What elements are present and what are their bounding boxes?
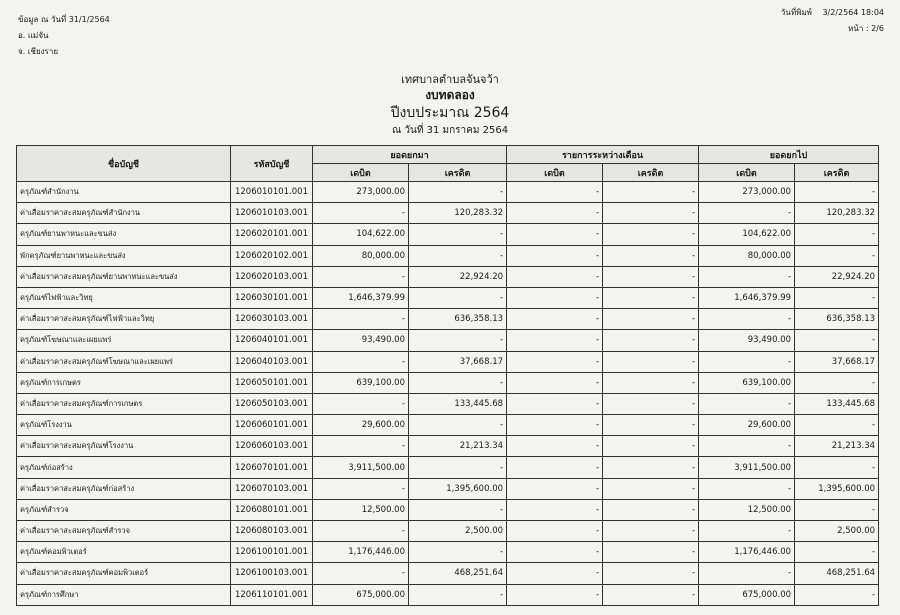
account-name-header: ชื่อบัญชี [17,146,231,182]
table-row [17,436,879,457]
province: จ. เชียงราย [18,47,59,56]
table-row [17,499,879,520]
report-title: งบทดลอง [425,88,475,102]
carried-debit-cell: - [699,203,795,224]
brought-credit-cell: - [409,542,507,563]
carried-debit-cell: 12,500.00 [699,499,795,520]
table-row [17,203,879,224]
carried-credit-cell: 22,924.20 [795,266,879,287]
account-code-cell: 1206050101.001 [231,372,313,393]
month-credit-cell: - [603,266,699,287]
month-credit-cell: - [603,182,699,203]
table-header-row-1 [17,146,879,164]
month-debit-cell: - [507,203,603,224]
brought-debit-cell: - [313,393,409,414]
account-name-cell: ครุภัณฑ์การเกษตร [17,372,231,393]
month-credit-cell: - [603,309,699,330]
month-debit-cell: - [507,521,603,542]
table-row [17,542,879,563]
credit-header: เครดิต [795,164,879,182]
month-credit-cell: - [603,372,699,393]
account-name-cell: ครุภัณฑ์ไฟฟ้าและวิทยุ [17,287,231,308]
account-code-cell: 1206010101.001 [231,182,313,203]
account-code-cell: 1206040103.001 [231,351,313,372]
account-name-cell: ค่าเสื่อมราคาสะสมครุภัณฑ์การเกษตร [17,393,231,414]
account-name-cell: ค่าเสื่อมราคาสะสมครุภัณฑ์ก่อสร้าง [17,478,231,499]
brought-credit-cell: 636,358.13 [409,309,507,330]
month-debit-cell: - [507,393,603,414]
brought-credit-cell: 1,395,600.00 [409,478,507,499]
table-row [17,415,879,436]
account-name-cell: ค่าเสื่อมราคาสะสมครุภัณฑ์คอมพิวเตอร์ [17,563,231,584]
brought-credit-cell: 2,500.00 [409,521,507,542]
account-name-cell: ครุภัณฑ์สำนักงาน [17,182,231,203]
month-debit-cell: - [507,351,603,372]
carried-debit-cell: - [699,309,795,330]
month-debit-cell: - [507,478,603,499]
brought-forward-header: ยอดยกมา [313,146,507,164]
brought-credit-cell: 21,213.34 [409,436,507,457]
brought-debit-cell: 93,490.00 [313,330,409,351]
account-code-cell: 1206010103.001 [231,203,313,224]
brought-debit-cell: 1,646,379.99 [313,287,409,308]
account-code-cell: 1206020103.001 [231,266,313,287]
brought-credit-cell: 133,445.68 [409,393,507,414]
brought-debit-cell: 639,100.00 [313,372,409,393]
carried-credit-cell: - [795,245,879,266]
carried-credit-cell: - [795,182,879,203]
table-row [17,393,879,414]
month-debit-cell: - [507,415,603,436]
table-row [17,521,879,542]
brought-credit-cell: - [409,287,507,308]
table-row [17,457,879,478]
brought-credit-cell: 120,283.32 [409,203,507,224]
brought-credit-cell: - [409,584,507,605]
account-code-header: รหัสบัญชี [231,146,313,182]
carried-debit-cell: 93,490.00 [699,330,795,351]
carried-credit-cell: 37,668.17 [795,351,879,372]
brought-credit-cell: - [409,499,507,520]
account-code-cell: 1206040101.001 [231,330,313,351]
brought-debit-cell: 29,600.00 [313,415,409,436]
carried-credit-cell: - [795,372,879,393]
carried-debit-cell: 1,176,446.00 [699,542,795,563]
month-debit-cell: - [507,584,603,605]
brought-debit-cell: 80,000.00 [313,245,409,266]
account-code-cell: 1206060103.001 [231,436,313,457]
carried-debit-cell: - [699,563,795,584]
table-row [17,287,879,308]
brought-credit-cell: - [409,245,507,266]
brought-credit-cell: - [409,224,507,245]
carried-credit-cell: - [795,457,879,478]
carried-debit-cell: 80,000.00 [699,245,795,266]
month-debit-cell: - [507,372,603,393]
table-row [17,584,879,605]
month-credit-cell: - [603,393,699,414]
carried-credit-cell: - [795,287,879,308]
brought-debit-cell: - [313,563,409,584]
brought-debit-cell: 104,622.00 [313,224,409,245]
brought-debit-cell: 3,911,500.00 [313,457,409,478]
month-debit-cell: - [507,224,603,245]
month-debit-cell: - [507,457,603,478]
debit-header: เดบิต [507,164,603,182]
account-code-cell: 1206020102.001 [231,245,313,266]
carried-credit-cell: 120,283.32 [795,203,879,224]
brought-debit-cell: 1,176,446.00 [313,542,409,563]
carried-forward-header: ยอดยกไป [699,146,879,164]
month-credit-cell: - [603,245,699,266]
brought-credit-cell: 22,924.20 [409,266,507,287]
account-name-cell: ค่าเสื่อมราคาสะสมครุภัณฑ์ยานพาหนะและขนส่ง [17,266,231,287]
organization-name: เทศบาลตำบลจันจว้า [401,73,499,86]
table-row [17,182,879,203]
account-name-cell: ค่าเสื่อมราคาสะสมครุภัณฑ์สำรวจ [17,521,231,542]
table-row [17,224,879,245]
month-credit-cell: - [603,499,699,520]
month-credit-cell: - [603,542,699,563]
carried-credit-cell: 133,445.68 [795,393,879,414]
carried-credit-cell: 21,213.34 [795,436,879,457]
table-row [17,372,879,393]
debit-header: เดบิต [699,164,795,182]
month-credit-cell: - [603,287,699,308]
carried-credit-cell: - [795,499,879,520]
credit-header: เครดิต [409,164,507,182]
month-credit-cell: - [603,330,699,351]
table-row [17,351,879,372]
month-credit-cell: - [603,563,699,584]
carried-debit-cell: - [699,351,795,372]
month-credit-cell: - [603,521,699,542]
brought-debit-cell: 273,000.00 [313,182,409,203]
account-code-cell: 1206080101.001 [231,499,313,520]
month-debit-cell: - [507,499,603,520]
carried-credit-cell: 2,500.00 [795,521,879,542]
brought-credit-cell: - [409,415,507,436]
account-name-cell: ครุภัณฑ์ก่อสร้าง [17,457,231,478]
credit-header: เครดิต [603,164,699,182]
account-name-cell: พักครุภัณฑ์ยานพาหนะและขนส่ง [17,245,231,266]
brought-debit-cell: - [313,266,409,287]
month-credit-cell: - [603,224,699,245]
brought-debit-cell: - [313,478,409,499]
account-code-cell: 1206030101.001 [231,287,313,308]
carried-credit-cell: 636,358.13 [795,309,879,330]
month-debit-cell: - [507,542,603,563]
account-name-cell: ครุภัณฑ์โฆษณาและเผยแพร่ [17,330,231,351]
account-code-cell: 1206070101.001 [231,457,313,478]
account-name-cell: ครุภัณฑ์การศึกษา [17,584,231,605]
carried-credit-cell: - [795,542,879,563]
month-debit-cell: - [507,436,603,457]
carried-credit-cell: - [795,224,879,245]
account-code-cell: 1206020101.001 [231,224,313,245]
table-row [17,245,879,266]
report-meta-right [781,8,884,34]
report-meta-left [18,15,110,57]
carried-credit-cell: - [795,415,879,436]
table-row [17,266,879,287]
brought-debit-cell: - [313,521,409,542]
table-row [17,478,879,499]
month-debit-cell: - [507,266,603,287]
debit-header: เดบิต [313,164,409,182]
data-as-of: ข้อมูล ณ วันที่ 31/1/2564 [18,15,110,24]
account-code-cell: 1206080103.001 [231,521,313,542]
brought-credit-cell: 37,668.17 [409,351,507,372]
fiscal-year: ปีงบประมาณ 2564 [390,105,510,121]
month-debit-cell: - [507,330,603,351]
month-debit-cell: - [507,287,603,308]
month-credit-cell: - [603,584,699,605]
carried-credit-cell: 1,395,600.00 [795,478,879,499]
account-name-cell: ครุภัณฑ์คอมพิวเตอร์ [17,542,231,563]
account-code-cell: 1206110101.001 [231,584,313,605]
carried-debit-cell: 104,622.00 [699,224,795,245]
brought-credit-cell: - [409,182,507,203]
printed-date-value: 3/2/2564 18:04 [822,8,884,17]
month-debit-cell: - [507,245,603,266]
table-row [17,563,879,584]
table-row [17,330,879,351]
carried-debit-cell: 273,000.00 [699,182,795,203]
brought-debit-cell: - [313,351,409,372]
account-name-cell: ค่าเสื่อมราคาสะสมครุภัณฑ์โรงงาน [17,436,231,457]
account-name-cell: ค่าเสื่อมราคาสะสมครุภัณฑ์โฆษณาและเผยแพร่ [17,351,231,372]
account-name-cell: ค่าเสื่อมราคาสะสมครุภัณฑ์ไฟฟ้าและวิทยุ [17,309,231,330]
as-of-date: ณ วันที่ 31 มกราคม 2564 [391,125,509,136]
month-credit-cell: - [603,203,699,224]
brought-debit-cell: - [313,436,409,457]
table-row [17,309,879,330]
brought-credit-cell: - [409,372,507,393]
month-credit-cell: - [603,436,699,457]
brought-debit-cell: 12,500.00 [313,499,409,520]
district: อ. แม่จัน [18,31,49,40]
carried-debit-cell: 639,100.00 [699,372,795,393]
carried-credit-cell: 468,251.64 [795,563,879,584]
account-code-cell: 1206050103.001 [231,393,313,414]
printed-date-label: วันที่พิมพ์ [780,8,812,17]
month-debit-cell: - [507,182,603,203]
account-code-cell: 1206100103.001 [231,563,313,584]
brought-credit-cell: - [409,457,507,478]
account-code-cell: 1206070103.001 [231,478,313,499]
carried-debit-cell: - [699,521,795,542]
account-name-cell: ครุภัณฑ์ยานพาหนะและขนส่ง [17,224,231,245]
carried-debit-cell: 3,911,500.00 [699,457,795,478]
page-number: หน้า : 2/6 [848,24,884,33]
brought-debit-cell: - [313,309,409,330]
month-credit-cell: - [603,457,699,478]
brought-credit-cell: - [409,330,507,351]
carried-debit-cell: 1,646,379.99 [699,287,795,308]
month-credit-cell: - [603,415,699,436]
month-debit-cell: - [507,309,603,330]
carried-debit-cell: 675,000.00 [699,584,795,605]
carried-credit-cell: - [795,584,879,605]
month-credit-cell: - [603,478,699,499]
carried-debit-cell: - [699,478,795,499]
account-code-cell: 1206060101.001 [231,415,313,436]
brought-debit-cell: 675,000.00 [313,584,409,605]
carried-credit-cell: - [795,330,879,351]
brought-debit-cell: - [313,203,409,224]
brought-credit-cell: 468,251.64 [409,563,507,584]
monthly-transactions-header: รายการระหว่างเดือน [507,146,699,164]
carried-debit-cell: 29,600.00 [699,415,795,436]
trial-balance-table [16,145,879,606]
account-code-cell: 1206100101.001 [231,542,313,563]
account-name-cell: ครุภัณฑ์สำรวจ [17,499,231,520]
account-name-cell: ครุภัณฑ์โรงงาน [17,415,231,436]
carried-debit-cell: - [699,393,795,414]
account-name-cell: ค่าเสื่อมราคาสะสมครุภัณฑ์สำนักงาน [17,203,231,224]
account-code-cell: 1206030103.001 [231,309,313,330]
carried-debit-cell: - [699,436,795,457]
month-credit-cell: - [603,351,699,372]
month-debit-cell: - [507,563,603,584]
carried-debit-cell: - [699,266,795,287]
